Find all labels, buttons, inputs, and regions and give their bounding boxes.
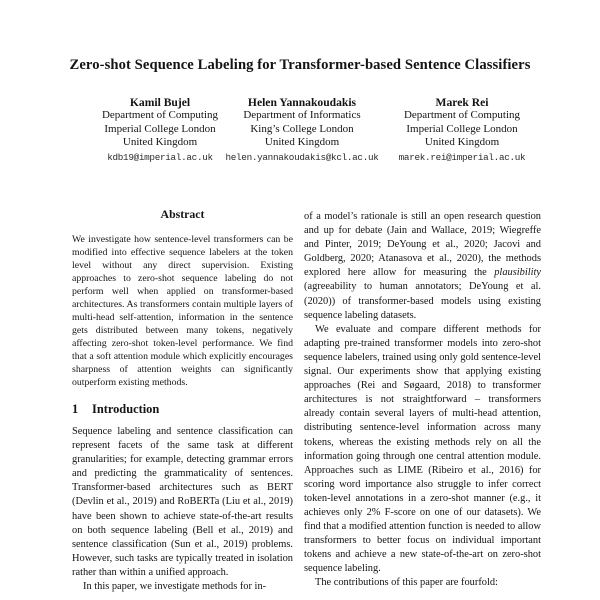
author-affiliation-line: Department of Computing (101, 109, 219, 122)
author-affiliation-line: United Kingdom (122, 135, 198, 148)
author-name: Kamil Bujel (129, 96, 191, 109)
plausibility-italic-term: plausibility (494, 267, 541, 279)
abstract-heading: Abstract (160, 207, 205, 221)
author-affiliation-line: United Kingdom (424, 135, 500, 148)
section-1-heading (72, 402, 293, 417)
intro-paragraph-2: In this paper, we investigate methods for in- (83, 581, 267, 593)
right-paragraph-1-start: of a model’s rationale is still an open research question and up for debate (Jain and Wallace, 2019; Wiegreffe and Pinter, 2019; DeYoung et al., 2020; Jacovi and Goldberg, 2020; Atanasova et al., 2020), the methods explored here allow for measuring the (304, 211, 541, 279)
author-email: kdb19@imperial.ac.uk (107, 152, 213, 164)
author-block-3 (367, 96, 557, 163)
abstract-section (72, 207, 293, 389)
author-affiliation-line: King’s College London (250, 122, 354, 135)
intro-paragraph-1: Sequence labeling and sentence classification can represent facets of the same task at different granularities; for example, detecting grammar errors and predicting the grammaticality of sentences. Transformer-based architectures such as BERT (Devlin et al., 2019) and RoBERTa (Liu et al., 2019) have been shown to achieve state-of-the-art results on both sequence labeling (Bell et al., 2019) and sentence classification (Sun et al., 2019) problems. However, such tasks are typically treated in isolation rather than within a unified approach. (72, 426, 293, 578)
author-email: helen.yannakoudakis@kcl.ac.uk (225, 152, 379, 164)
introduction-body (72, 425, 293, 594)
author-affiliation-line: Imperial College London (406, 122, 518, 135)
author-name: Marek Rei (435, 96, 489, 109)
author-affiliation-line: Imperial College London (104, 122, 216, 135)
author-email: marek.rei@imperial.ac.uk (398, 152, 526, 164)
abstract-text: We investigate how sentence-level transformers can be modified into effective sequence labelers at the token level without any direct supervision. Existing approaches to zero-shot sequence labeling do not perform well when applied on transformer-based architectures. As transformers contain multiple layers of multi-head self-attention, information in the sentence gets distributed between many tokens, negatively affecting zero-shot token-level performance. We find that a soft attention module which explicitly encourages sharpness of attention weights can significantly outperform existing methods. (72, 234, 293, 388)
author-affiliation-line: Department of Informatics (243, 109, 361, 122)
right-column (304, 210, 541, 591)
author-affiliation-line: United Kingdom (264, 135, 340, 148)
author-affiliation-line: Department of Computing (403, 109, 521, 122)
paper-title: Zero-shot Sequence Labeling for Transformer-based Sentence Classifiers (69, 57, 531, 73)
right-paragraph-2: We evaluate and compare different methods for adapting pre-trained transformer models into zero-shot sequence labelers, trained using only gold sentence-level signal. Our experiments show that applying existing approaches (Rei and Søgaard, 2018) to transformer architectures is not straightforward – transformers already contain several layers of multi-head attention, distributing sentence-level information across many tokens, whereas the existing methods rely on all the information going through one central attention module. Approaches such as LIME (Ribeiro et al., 2016) for scoring word importance also struggle to infer correct token-level annotations in a zero-shot manner (e.g., it achieves only 2% F-score on one of our datasets). We find that a modified attention function is needed to allow transformers to better focus on individual important tokens and achieve a new state-of-the-art on zero-shot sequence labeling. (304, 323, 541, 575)
section-number: 1 (72, 402, 79, 416)
right-paragraph-3: The contributions of this paper are fourfold: (315, 577, 498, 589)
author-name: Helen Yannakoudakis (247, 96, 357, 109)
right-paragraph-1 (304, 210, 541, 323)
left-column (72, 207, 293, 594)
section-title: Introduction (92, 402, 160, 416)
right-paragraph-1-end: (agreeability to human annotators; DeYoung et al. (2020)) of transformer-based models using existing sequence labeling datasets. (304, 281, 541, 321)
